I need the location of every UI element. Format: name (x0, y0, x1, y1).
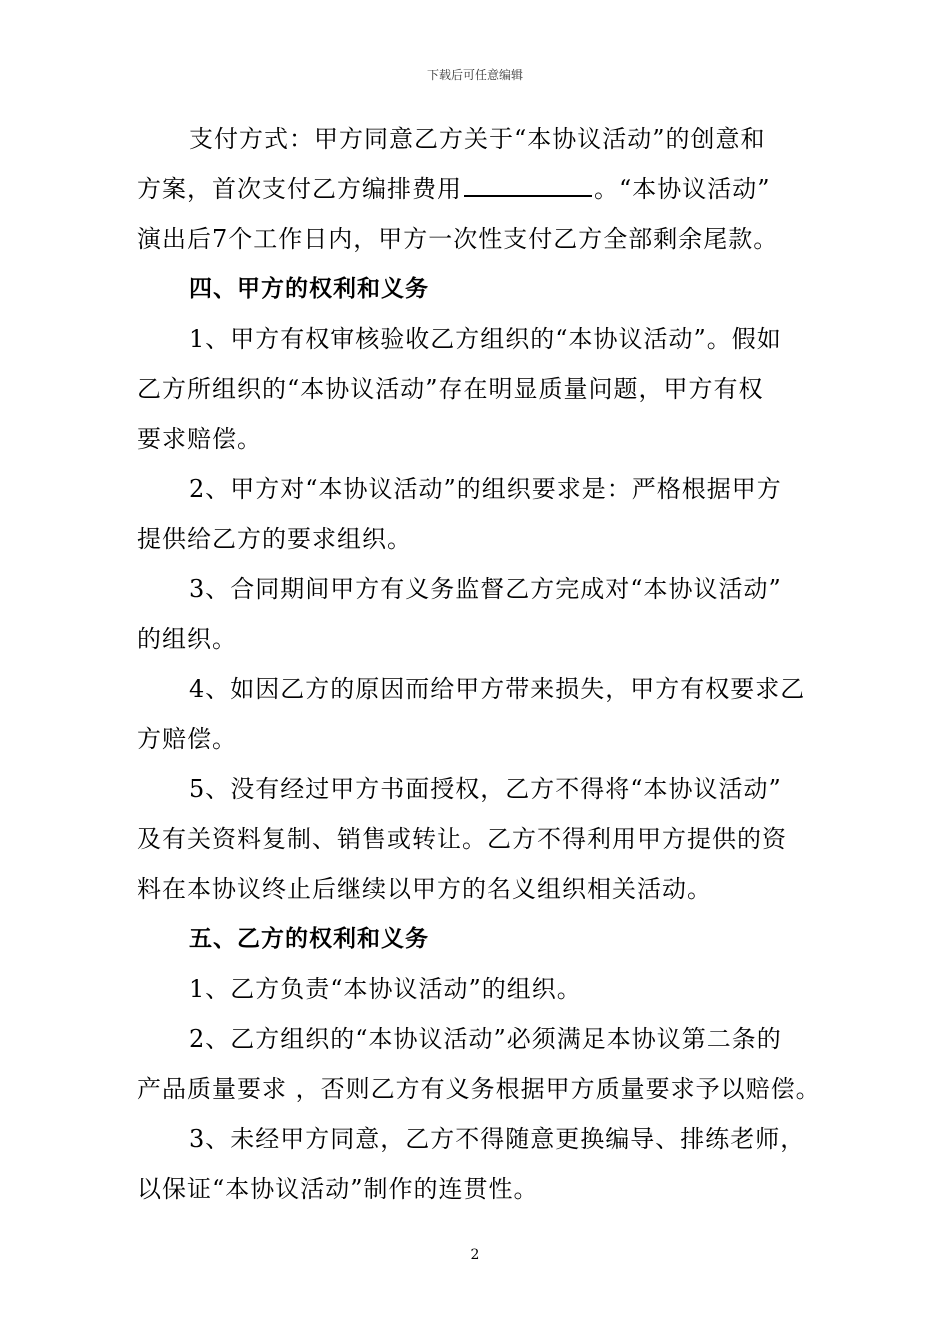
paragraph-line: 3、未经甲方同意，乙方不得随意更换编导、排练老师， (189, 1125, 806, 1153)
section-heading: 四、甲方的权利和义务 (189, 276, 429, 302)
paragraph-line: 2、乙方组织的“本协议活动”必须满足本协议第二条的 (189, 1025, 782, 1053)
paragraph-line: 要求赔偿。 (137, 425, 262, 453)
paragraph-line: 提供给乙方的要求组织。 (137, 525, 412, 553)
section-heading: 五、乙方的权利和义务 (189, 926, 429, 952)
line-text-after-blank: 。“本协议活动” (594, 175, 771, 203)
paragraph-line: 4、如因乙方的原因而给甲方带来损失，甲方有权要求乙 (189, 675, 806, 703)
fill-in-blank (464, 171, 592, 197)
paragraph-line: 的组织。 (137, 625, 237, 653)
paragraph-line: 乙方所组织的“本协议活动”存在明显质量问题，甲方有权 (137, 375, 764, 403)
paragraph-line: 料在本协议终止后继续以甲方的名义组织相关活动。 (137, 875, 712, 903)
paragraph-line: 演出后7个工作日内，甲方一次性支付乙方全部剩余尾款。 (137, 225, 779, 253)
paragraph-line: 1、甲方有权审核验收乙方组织的“本协议活动”。假如 (189, 325, 782, 353)
paragraph-line: 2、甲方对“本协议活动”的组织要求是：严格根据甲方 (189, 475, 782, 503)
document-body (137, 114, 827, 1214)
page-header: 下载后可任意编辑 (426, 68, 523, 82)
paragraph-line: 以保证“本协议活动”制作的连贯性。 (137, 1175, 539, 1203)
paragraph-line: 1、乙方负责“本协议活动”的组织。 (189, 975, 582, 1003)
paragraph-line: 支付方式：甲方同意乙方关于“本协议活动”的创意和 (189, 125, 766, 153)
page-number: 2 (470, 1247, 480, 1263)
paragraph-line: 方赔偿。 (137, 725, 237, 753)
paragraph-line: 3、合同期间甲方有义务监督乙方完成对“本协议活动” (189, 575, 782, 603)
paragraph-line (137, 164, 827, 214)
line-text-before-blank: 方案，首次支付乙方编排费用 (137, 175, 462, 203)
paragraph-line: 5、没有经过甲方书面授权，乙方不得将“本协议活动” (189, 775, 782, 803)
paragraph-line: 产品质量要求 ，否则乙方有义务根据甲方质量要求予以赔偿。 (137, 1075, 821, 1103)
paragraph-line: 及有关资料复制、销售或转让。乙方不得利用甲方提供的资 (137, 825, 787, 853)
